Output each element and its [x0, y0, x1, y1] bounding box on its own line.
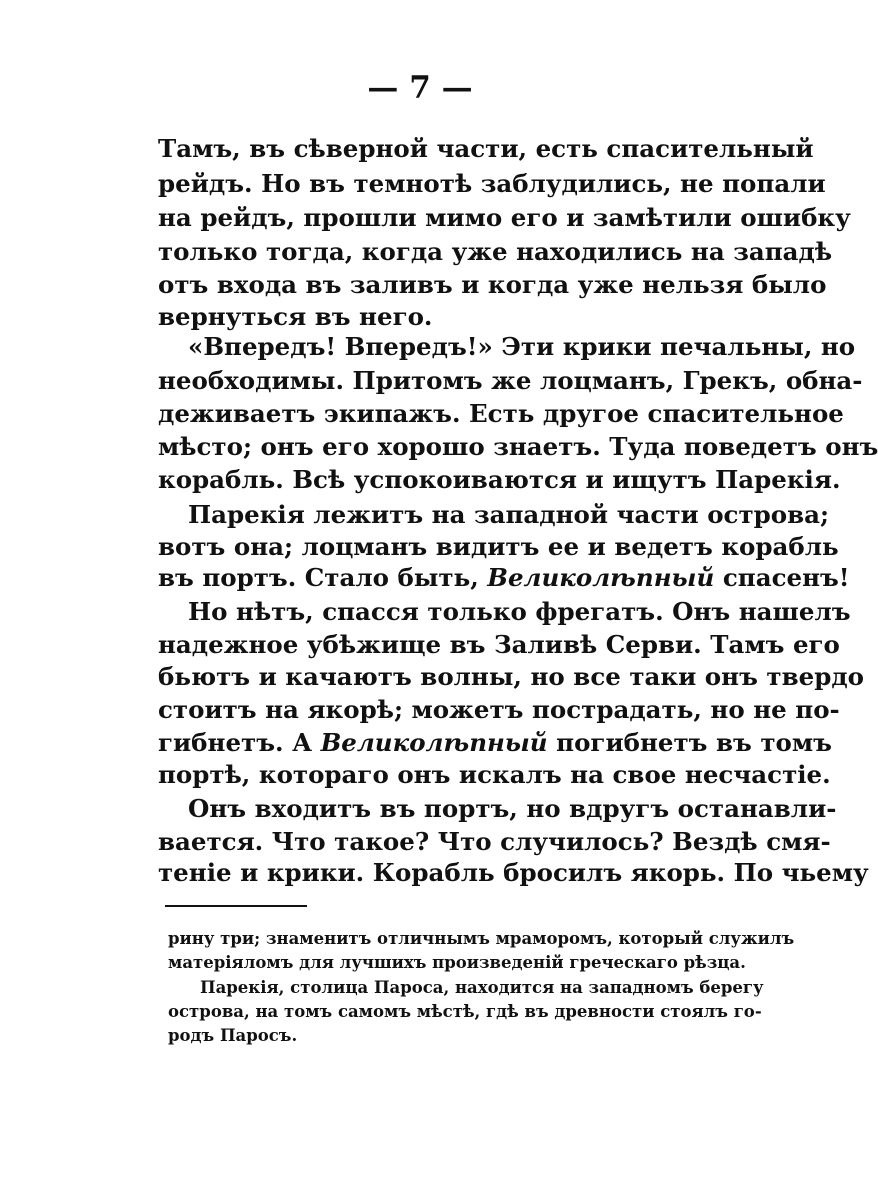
text-fragment: спасенъ!: [714, 563, 850, 592]
footnote-line: родъ Паросъ.: [168, 1026, 298, 1045]
text-line: «Впередъ! Впередъ!» Эти крики печальны, но: [188, 332, 856, 361]
page-number: — 7 —: [367, 70, 473, 106]
text-line: вернуться въ него.: [158, 302, 433, 331]
text-line: рейдъ. Но въ темнотѣ заблудились, не попали: [158, 169, 826, 198]
text-line: портѣ, котораго онъ искалъ на свое несчастіе.: [158, 760, 831, 789]
text-line: на рейдъ, прошли мимо его и замѣтили ошибку: [158, 203, 851, 232]
text-line: корабль. Всѣ успокоиваются и ищутъ Парекія.: [158, 465, 841, 494]
text-line: только тогда, когда уже находились на западѣ: [158, 237, 833, 266]
text-line: отъ входа въ заливъ и когда уже нельзя было: [158, 270, 827, 299]
text-line: Но нѣтъ, спасся только фрегатъ. Онъ нашелъ: [188, 597, 851, 626]
footnote-divider: [165, 905, 307, 907]
text-line: надежное убѣжище въ Заливѣ Серви. Тамъ его: [158, 630, 840, 659]
text-line: Парекія лежитъ на западной части острова;: [188, 500, 830, 529]
text-line: Тамъ, въ сѣверной части, есть спасительный: [158, 134, 814, 163]
text-fragment: гибнетъ. А: [158, 728, 321, 757]
footnote-line: Парекія, столица Пароса, находится на западномъ берегу: [200, 978, 764, 997]
text-line: вается. Что такое? Что случилось? Вездѣ смя-: [158, 827, 831, 856]
text-line: теніе и крики. Корабль бросилъ якорь. По чьему: [158, 858, 869, 887]
text-fragment: въ портъ. Стало быть,: [158, 563, 488, 592]
text-line: вотъ она; лоцманъ видитъ ее и ведетъ корабль: [158, 532, 839, 561]
ship-name: Великолѣпный: [320, 728, 548, 757]
footnote-line: матеріяломъ для лучшихъ произведеній греческаго рѣзца.: [168, 953, 746, 972]
footnote-line: рину три; знаменитъ отличнымъ мраморомъ, который служилъ: [168, 929, 795, 948]
text-line: мѣсто; онъ его хорошо знаетъ. Туда поведетъ онъ: [158, 432, 878, 461]
text-fragment: погибнетъ въ томъ: [547, 728, 832, 757]
text-line: деживаетъ экипажъ. Есть другое спасительное: [158, 399, 844, 428]
footnote-line: острова, на томъ самомъ мѣстѣ, гдѣ въ древности стоялъ го-: [168, 1002, 762, 1021]
text-line: необходимы. Притомъ же лоцманъ, Грекъ, обна-: [158, 366, 863, 395]
ship-name: Великолѣпный: [487, 563, 715, 592]
text-line: Онъ входитъ въ портъ, но вдругъ останавли-: [188, 794, 837, 823]
text-line: стоитъ на якорѣ; можетъ пострадать, но не по-: [158, 695, 840, 724]
text-line: бьютъ и качаютъ волны, но все таки онъ твердо: [158, 662, 864, 691]
